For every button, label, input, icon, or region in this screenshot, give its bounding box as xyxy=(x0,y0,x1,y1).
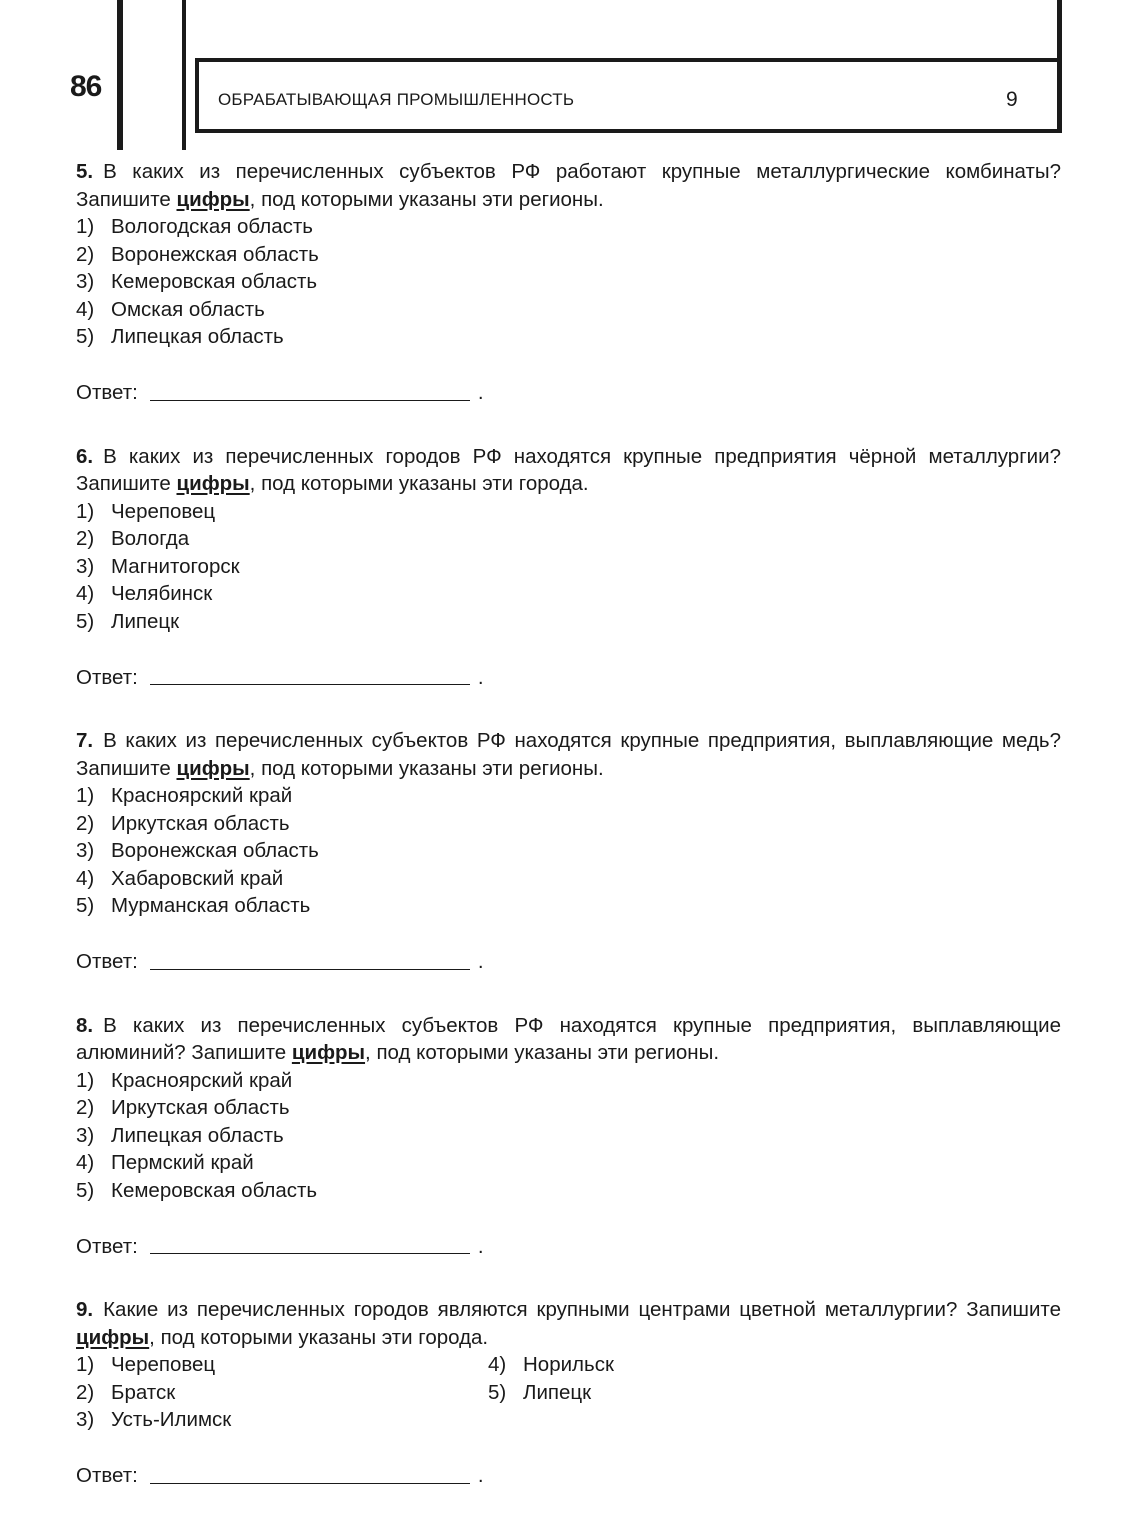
option-number: 3) xyxy=(76,1123,95,1147)
question-text-part: , под которыми указаны эти регионы. xyxy=(249,756,604,780)
option-label: Иркутская область xyxy=(111,811,290,835)
option-label: Усть-Илимск xyxy=(111,1408,232,1431)
option xyxy=(76,1149,1061,1177)
option xyxy=(76,782,1061,810)
option xyxy=(76,837,1061,865)
option-number: 2) xyxy=(76,811,95,835)
option-number: 1) xyxy=(76,1353,95,1376)
answer-end: . xyxy=(477,665,484,689)
answer-row xyxy=(76,949,1061,976)
option-label: Магнитогорск xyxy=(111,554,240,578)
answer-blank[interactable] xyxy=(150,400,470,401)
margin-rule-outer xyxy=(117,0,123,150)
option xyxy=(76,1122,1061,1150)
question-number: 9. xyxy=(76,1298,94,1321)
option-number: 1) xyxy=(76,784,95,807)
answer-label: Ответ: xyxy=(76,1464,138,1487)
question-text-part: Какие из перечисленных городов являются крупными центрами цветной металлургии? Запишите xyxy=(103,1298,1061,1321)
answer-end: . xyxy=(477,381,484,404)
option-label: Липецк xyxy=(111,609,180,633)
question-9 xyxy=(76,1296,1061,1490)
option xyxy=(76,241,1061,269)
option-label: Хабаровский край xyxy=(111,866,284,890)
option-label: Красноярский край xyxy=(111,1068,293,1092)
question-text xyxy=(76,727,1061,782)
answer-end: . xyxy=(477,950,484,973)
option xyxy=(76,608,1061,636)
option xyxy=(76,1094,1061,1122)
keyword: цифры xyxy=(291,1041,366,1064)
question-text xyxy=(76,158,1061,213)
option xyxy=(488,1379,614,1407)
option-label: Липецкая область xyxy=(111,325,284,348)
option xyxy=(76,323,1061,351)
option-number: 2) xyxy=(76,1380,95,1404)
question-text-part: , под которыми указаны эти города. xyxy=(249,472,589,495)
keyword: цифры xyxy=(76,1325,150,1349)
question-text-part: , под которыми указаны эти регионы. xyxy=(365,1041,720,1064)
question-number: 6. xyxy=(76,444,94,468)
option-label: Челябинск xyxy=(111,582,213,605)
option xyxy=(76,498,1061,526)
option-label: Череповец xyxy=(111,499,216,523)
option-number: 4) xyxy=(488,1353,507,1376)
answer-row xyxy=(76,664,1061,691)
header-frame-left xyxy=(195,58,199,133)
answer-blank[interactable] xyxy=(150,684,470,685)
question-6 xyxy=(76,443,1061,692)
option xyxy=(76,865,1061,893)
answer-end: . xyxy=(477,1464,484,1487)
keyword: цифры xyxy=(176,472,250,495)
answer-label: Ответ: xyxy=(76,950,138,973)
option-number: 5) xyxy=(76,894,95,917)
option-number: 4) xyxy=(76,866,95,890)
option xyxy=(76,1177,1061,1205)
option-number: 2) xyxy=(76,1096,95,1119)
options-columns xyxy=(76,1351,1061,1434)
option-number: 4) xyxy=(76,297,95,321)
question-text-part: В каких из перечисленных городов РФ находятся крупные предприятия чёрной металлургии? Запишите xyxy=(76,444,1061,495)
answer-blank[interactable] xyxy=(150,1253,470,1254)
option xyxy=(76,1379,488,1407)
options-list xyxy=(76,1067,1061,1205)
answer-label: Ответ: xyxy=(76,665,138,689)
option-label: Череповец xyxy=(111,1353,216,1376)
section-title: ОБРАБАТЫВАЮЩАЯ ПРОМЫШЛЕННОСТЬ xyxy=(218,90,575,109)
option xyxy=(76,1351,488,1379)
option xyxy=(76,268,1061,296)
option xyxy=(76,892,1061,920)
option-number: 2) xyxy=(76,242,95,266)
options-column-1 xyxy=(76,1351,488,1434)
keyword: цифры xyxy=(176,187,250,211)
answer-row xyxy=(76,1233,1061,1260)
option-number: 5) xyxy=(76,1178,95,1202)
page-number: 86 xyxy=(70,70,102,103)
question-8 xyxy=(76,1012,1061,1261)
header-frame-bottom xyxy=(195,129,1061,133)
answer-end: . xyxy=(477,1234,484,1258)
option-number: 4) xyxy=(76,1151,95,1174)
option-number: 4) xyxy=(76,582,95,605)
option xyxy=(488,1351,614,1379)
option-label: Вологодская область xyxy=(111,215,313,238)
option xyxy=(76,1406,488,1434)
option-number: 1) xyxy=(76,1068,95,1092)
option-number: 5) xyxy=(488,1380,507,1404)
question-number: 5. xyxy=(76,160,94,183)
option-label: Кемеровская область xyxy=(111,270,318,293)
options-list xyxy=(76,498,1061,636)
option xyxy=(76,213,1061,241)
answer-label: Ответ: xyxy=(76,381,138,404)
header-frame-top xyxy=(195,58,1061,62)
option-label: Омская область xyxy=(111,297,265,321)
questions-list xyxy=(76,158,1061,1526)
question-text-part: В каких из перечисленных субъектов РФ находятся крупные предприятия, выплавляющие алюминий? Запишите xyxy=(76,1013,1061,1064)
answer-row xyxy=(76,1463,1061,1490)
option xyxy=(76,296,1061,324)
option-number: 1) xyxy=(76,215,95,238)
section-number: 9 xyxy=(1006,88,1018,111)
answer-label: Ответ: xyxy=(76,1234,138,1258)
option-label: Вологда xyxy=(111,527,190,550)
option-number: 1) xyxy=(76,499,95,523)
option xyxy=(76,810,1061,838)
option-number: 3) xyxy=(76,1408,95,1431)
option-label: Липецкая область xyxy=(111,1123,284,1147)
option-label: Липецк xyxy=(523,1380,592,1404)
option xyxy=(76,1067,1061,1095)
question-number: 7. xyxy=(76,729,94,752)
option-label: Красноярский край xyxy=(111,784,293,807)
options-list xyxy=(76,782,1061,920)
question-7 xyxy=(76,727,1061,976)
question-text xyxy=(76,1296,1061,1351)
option-number: 2) xyxy=(76,527,95,550)
option-label: Кемеровская область xyxy=(111,1178,318,1202)
option xyxy=(76,525,1061,553)
keyword: цифры xyxy=(176,756,250,780)
options-list xyxy=(76,213,1061,351)
option-label: Иркутская область xyxy=(111,1096,290,1119)
question-number: 8. xyxy=(76,1013,94,1037)
question-text-part: , под которыми указаны эти города. xyxy=(149,1325,489,1349)
options-column-2 xyxy=(488,1351,614,1434)
option-label: Мурманская область xyxy=(111,894,311,917)
margin-rule-inner xyxy=(182,0,186,150)
option-number: 3) xyxy=(76,554,95,578)
question-text xyxy=(76,443,1061,498)
option-label: Пермский край xyxy=(111,1151,254,1174)
option xyxy=(76,553,1061,581)
option-number: 5) xyxy=(76,325,95,348)
question-text-part: В каких из перечисленных субъектов РФ находятся крупные предприятия, выплавляющие медь? Запишите xyxy=(76,729,1061,780)
question-text-part: , под которыми указаны эти регионы. xyxy=(249,187,604,211)
header-frame-right xyxy=(1057,0,1062,133)
answer-blank[interactable] xyxy=(150,1483,470,1484)
option-number: 3) xyxy=(76,839,95,862)
question-text-part: В каких из перечисленных субъектов РФ работают крупные металлургические комбинаты? Запишите xyxy=(76,160,1061,211)
answer-blank[interactable] xyxy=(150,969,470,970)
option xyxy=(76,580,1061,608)
option-label: Братск xyxy=(111,1380,176,1404)
option-label: Воронежская область xyxy=(111,242,319,266)
option-label: Норильск xyxy=(523,1353,614,1376)
question-text xyxy=(76,1012,1061,1067)
option-number: 5) xyxy=(76,609,95,633)
option-label: Воронежская область xyxy=(111,839,319,862)
option-number: 3) xyxy=(76,270,95,293)
answer-row xyxy=(76,380,1061,407)
question-5 xyxy=(76,158,1061,407)
